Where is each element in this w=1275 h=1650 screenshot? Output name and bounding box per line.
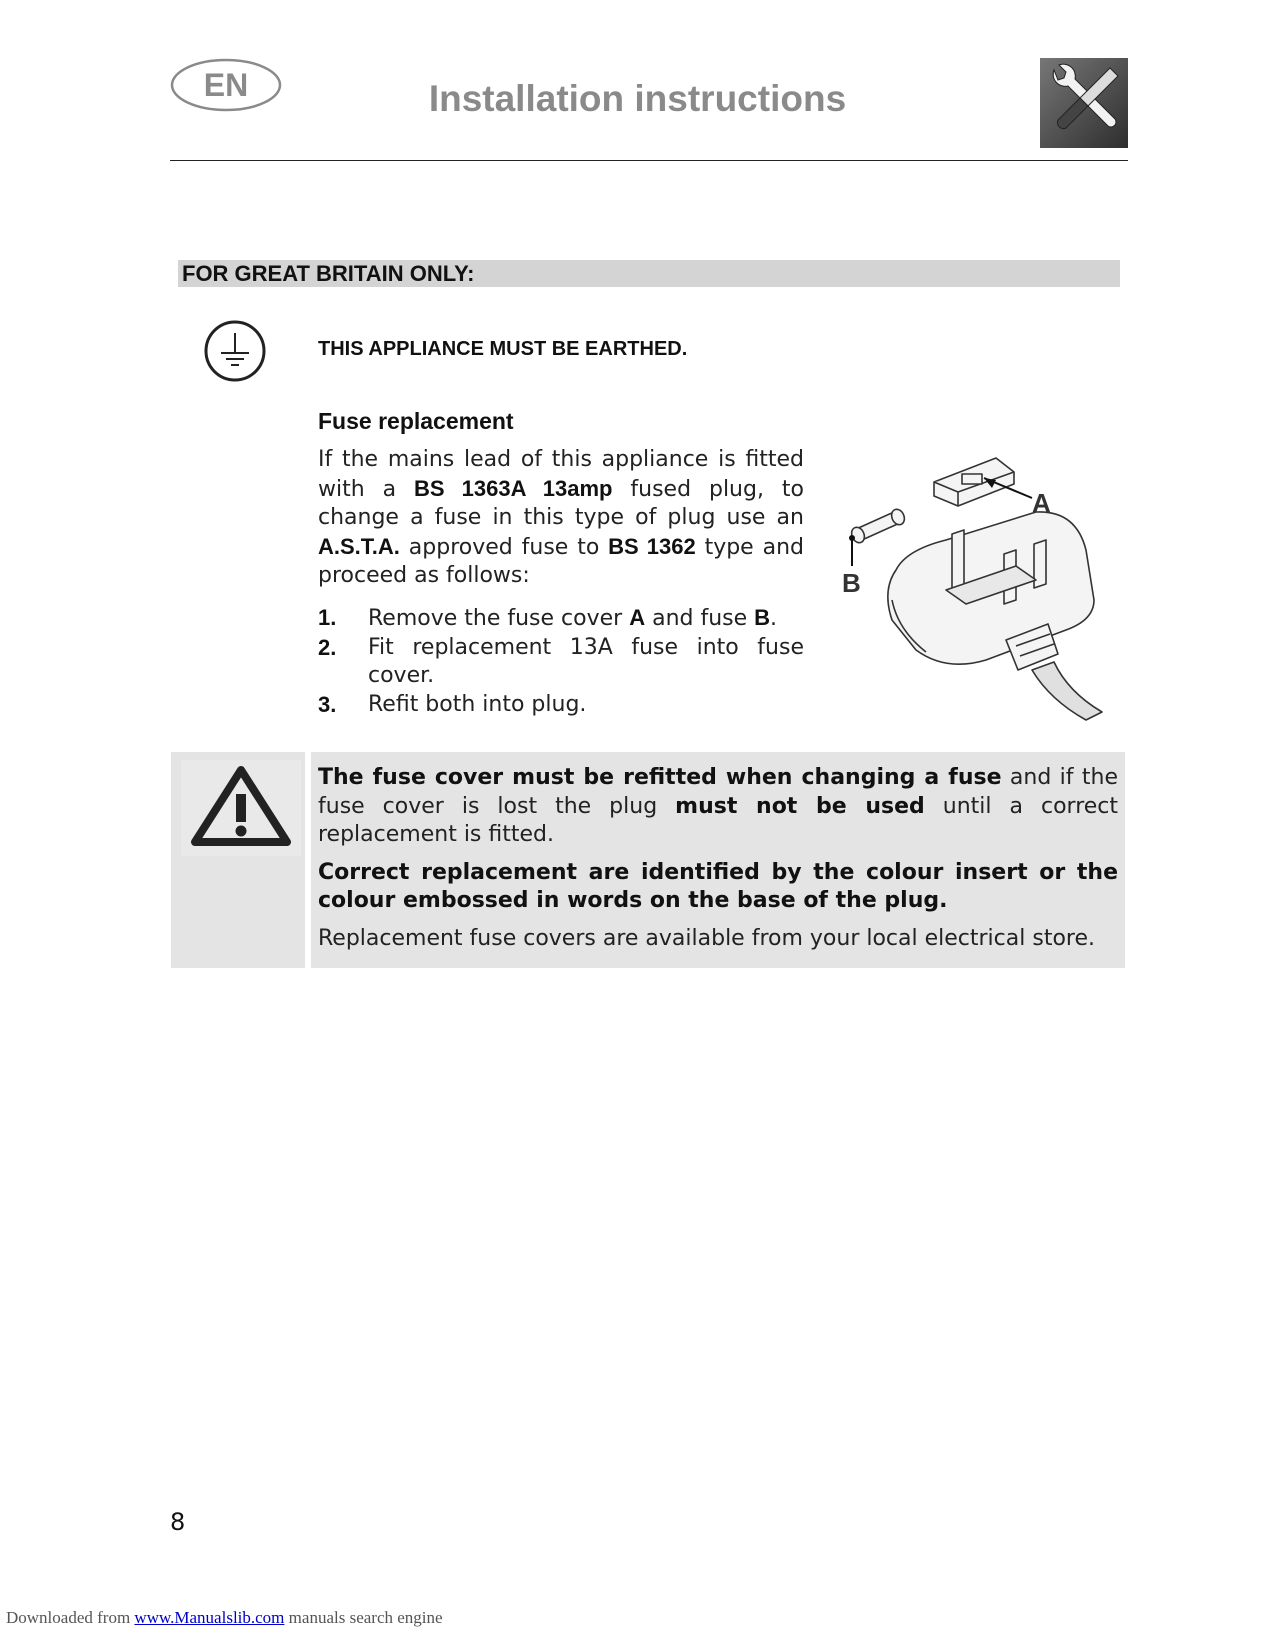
intro-text: fused plug, to change a fuse in this type of plug use an — [318, 476, 804, 530]
step-text — [368, 604, 804, 634]
warning-text-part: until a correct replacement is fitted. — [318, 793, 1119, 847]
step-number: 3. — [318, 691, 337, 717]
footer-suffix: manuals search engine — [284, 1608, 443, 1627]
warning-triangle-icon — [181, 760, 301, 856]
step-number: 1. — [318, 605, 337, 630]
language-badge-text: EN — [203, 67, 249, 103]
step-text-part: Remove the fuse cover — [368, 606, 630, 631]
manualslib-link[interactable]: www.Manualslib.com — [134, 1608, 285, 1627]
intro-text: approved fuse to — [399, 534, 609, 560]
plug-fuse-diagram — [836, 450, 1126, 725]
warning-paragraph: Replacement fuse covers are available from your local electrical store. — [318, 925, 1095, 951]
step-text: Refit both into plug. — [368, 691, 587, 717]
header-divider — [170, 160, 1128, 161]
asta-label: A.S.T.A. — [318, 533, 400, 559]
earthed-notice: THIS APPLIANCE MUST BE EARTHED. — [318, 338, 688, 360]
earth-ground-icon — [203, 319, 267, 383]
fuse-heading: Fuse replacement — [318, 408, 514, 434]
warning-paragraph — [318, 764, 1118, 850]
step-text-part: and fuse — [645, 606, 755, 631]
step-number: 2. — [318, 634, 337, 660]
warning-bold: must not be used — [675, 793, 925, 819]
warning-paragraph: Correct replacement are identified by the colour insert or the colour embossed in words on the base of the plug. — [318, 859, 1118, 913]
steps-list — [318, 604, 804, 719]
list-item — [318, 604, 804, 634]
list-item — [318, 691, 804, 720]
intro-text: type and proceed as follows: — [318, 534, 804, 588]
step-text-part: . — [770, 606, 778, 631]
list-item — [318, 634, 804, 691]
section-title: FOR GREAT BRITAIN ONLY: — [178, 260, 1120, 287]
step-text: Fit replacement 13A fuse into fuse cover. — [368, 634, 804, 688]
fuse-standard: BS 1362 — [608, 533, 696, 559]
warning-text — [318, 764, 1118, 953]
step-label-b: B — [754, 605, 771, 630]
intro-paragraph — [318, 446, 804, 591]
label-a: A — [1032, 488, 1051, 518]
warning-text-part: and if the fuse cover is lost the plug — [318, 765, 1118, 819]
page-number: 8 — [170, 1508, 186, 1536]
footer-prefix: Downloaded from — [6, 1608, 135, 1627]
warning-bold: The fuse cover must be refitted when changing a fuse — [318, 765, 1002, 790]
page-title: Installation instructions — [428, 78, 847, 119]
plug-standard: BS 1363A 13amp — [414, 475, 613, 501]
download-footer — [6, 1608, 443, 1628]
tools-icon — [1040, 58, 1128, 148]
intro-text: If the mains lead of this appliance is fitted with a — [318, 447, 804, 502]
step-label-a: A — [629, 605, 646, 630]
label-b: B — [842, 568, 861, 598]
